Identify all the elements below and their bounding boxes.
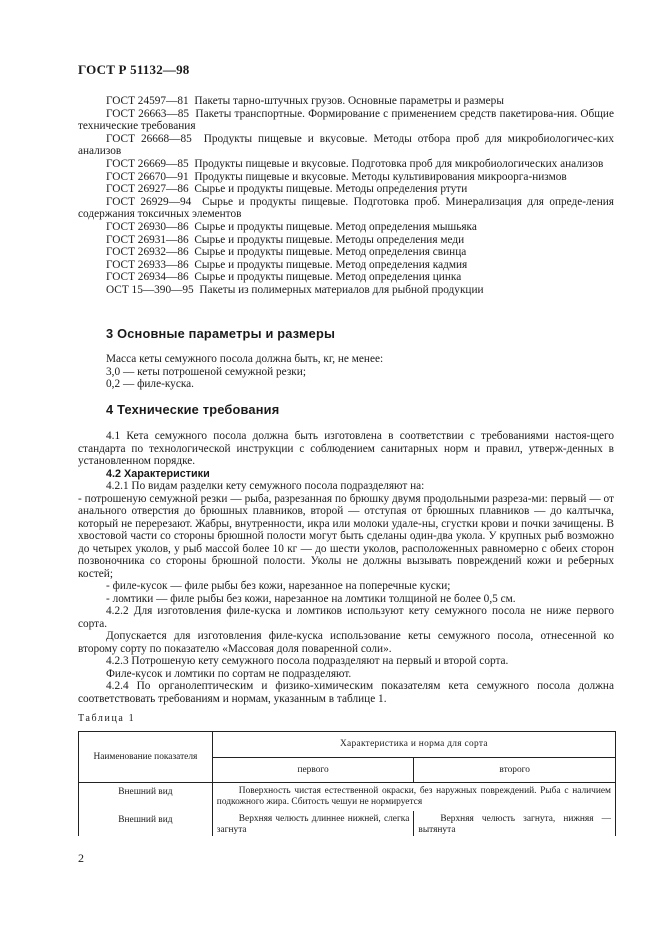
reference-code: ОСТ 15—390—95 bbox=[106, 283, 194, 296]
reference-title: Пакеты транспортные. Формирование с применением средств пакетирова-ния. Общие технические требования bbox=[78, 107, 614, 133]
paragraph-4-2-4: 4.2.4 По органолептическим и физико-химическим показателям кета семужного посола должна соответствовать требованиям и нормам, указанным в таблице 1. bbox=[78, 680, 614, 705]
reference-title: Продукты пищевые и вкусовые. Методы отбора проб для микробиологичес-ких анализов bbox=[78, 132, 614, 158]
section-4-title: 4 Технические требования bbox=[106, 402, 280, 417]
reference-code: ГОСТ 26669—85 bbox=[106, 157, 189, 170]
paragraph-4-1: 4.1 Кета семужного посола должна быть изготовлена в соответствии с требованиями настоя-щего стандарта по технологической инструкции с соблюдением санитарных норм и правил, утверж-денных в установленном порядке. bbox=[78, 430, 614, 467]
reference-code: ГОСТ 26930—86 bbox=[106, 220, 189, 233]
row-first-grade-value bbox=[212, 811, 414, 836]
subsection-4-2-heading: 4.2 Характеристики bbox=[106, 467, 210, 480]
reference-item bbox=[78, 133, 614, 158]
normative-references-list bbox=[78, 95, 614, 297]
row-indicator-name: Внешний вид bbox=[79, 783, 213, 812]
reference-item bbox=[78, 221, 614, 234]
paragraph-4-2-2-b: Допускается для изготовления филе-куска использование кеты семужного посола, отнесенной ко второму сорту по показателю «Массовая доля поваренной соли». bbox=[78, 630, 614, 655]
paragraph-4-2-3: 4.2.3 Потрошеную кету семужного посола подразделяют на первый и второй сорта. bbox=[106, 655, 509, 667]
reference-code: ГОСТ 26932—86 bbox=[106, 246, 189, 259]
row-second-grade-value bbox=[414, 811, 616, 836]
reference-title: Сырье и продукты пищевые. Методы определения ртути bbox=[194, 183, 468, 196]
paragraph-4-2-3-b: Филе-кусок и ломтики по сортам не подразделяют. bbox=[106, 667, 352, 680]
reference-code: ГОСТ 26934—86 bbox=[106, 271, 189, 284]
reference-title: Пакеты из полимерных материалов для рыбной продукции bbox=[199, 283, 484, 296]
row-indicator-name: Внешний вид bbox=[79, 811, 213, 836]
row-merged-value bbox=[212, 783, 615, 812]
reference-code: ГОСТ 26668—85 bbox=[106, 132, 192, 145]
cell-text: Поверхность чистая естественной окраски, без наружных повреждений. Рыба с наличием подкожного жира. Сбитость чешуи не нормируется bbox=[216, 786, 611, 807]
reference-title: Продукты пищевые и вкусовые. Подготовка проб для микробиологических анализов bbox=[194, 157, 604, 170]
reference-item bbox=[78, 183, 614, 196]
reference-item bbox=[78, 259, 614, 272]
cell-text: Верхняя челюсть загнута, нижняя — вытянута bbox=[418, 814, 611, 835]
reference-code: ГОСТ 26929—94 bbox=[106, 195, 192, 208]
paragraph: 3,0 — кеты потрошеной семужной резки; bbox=[106, 365, 306, 378]
document-code-header: ГОСТ Р 51132—98 bbox=[78, 62, 190, 77]
reference-title: Сырье и продукты пищевые. Методы определения меди bbox=[194, 233, 465, 246]
reference-title: Сырье и продукты пищевые. Метод определения цинка bbox=[194, 271, 462, 284]
reference-item bbox=[78, 171, 614, 184]
reference-item bbox=[78, 196, 614, 221]
paragraph-4-2-1-a: - потрошеную семужной резки — рыба, разрезанная по брюшку двумя продольными разреза-ми: первый — от анального отверстия до брюшных плавников, второй — отступая от брюшных плавников — до калтычка, который не перерезают. Жабры, внутренности, икра или молоки удале-ны, сгустки крови и почки зачищены. В хвостовой части со стороны брюшной полости могут быть сделаны один-два укола. У крупных рыб возможно до четырех уколов, у рыб массой более 10 кг — до шести уколов, расположенных равномерно с обеих сторон позвоночника со стороны брюшной полости. Уколы не должны вызывать повреждений кожи и реберных костей; bbox=[78, 492, 614, 580]
column-header-indicator: Наименование показателя bbox=[79, 732, 213, 783]
reference-title: Сырье и продукты пищевые. Метод определения мышьяка bbox=[194, 220, 477, 233]
table-1 bbox=[78, 731, 616, 836]
reference-code: ГОСТ 24597—81 bbox=[106, 95, 189, 107]
table-row bbox=[79, 811, 616, 836]
paragraph: Масса кеты семужного посола должна быть, кг, не менее: bbox=[106, 353, 384, 365]
reference-item bbox=[78, 158, 614, 171]
column-header-first-grade: первого bbox=[212, 758, 414, 783]
reference-title: Пакеты тарно-штучных грузов. Основные параметры и размеры bbox=[194, 95, 504, 107]
reference-item bbox=[78, 271, 614, 284]
reference-item bbox=[78, 95, 614, 108]
section-4-body bbox=[78, 430, 614, 705]
column-header-grade-group: Характеристика и норма для сорта bbox=[212, 732, 615, 758]
paragraph-4-2-1: 4.2.1 По видам разделки кету семужного посола подразделяют на: bbox=[106, 480, 425, 492]
reference-title: Сырье и продукты пищевые. Метод определения свинца bbox=[194, 246, 467, 259]
page-number: 2 bbox=[78, 851, 84, 865]
section-3-title: 3 Основные параметры и размеры bbox=[106, 326, 336, 341]
reference-item bbox=[78, 108, 614, 133]
paragraph-4-2-2: 4.2.2 Для изготовления филе-куска и ломтиков используют кету семужного посола не ниже первого сорта. bbox=[78, 605, 614, 630]
reference-item bbox=[78, 284, 614, 297]
reference-title: Продукты пищевые и вкусовые. Методы культивирования микроорга-низмов bbox=[194, 170, 567, 183]
paragraph: 0,2 — филе-куска. bbox=[106, 378, 194, 390]
table-row bbox=[79, 783, 616, 812]
reference-code: ГОСТ 26927—86 bbox=[106, 183, 189, 196]
column-header-second-grade: второго bbox=[414, 758, 616, 783]
reference-code: ГОСТ 26670—91 bbox=[106, 170, 189, 183]
reference-code: ГОСТ 26663—85 bbox=[106, 107, 190, 120]
reference-title: Сырье и продукты пищевые. Подготовка проб. Минерализация для опреде-ления содержания токсичных элементов bbox=[78, 195, 614, 221]
cell-text: Верхняя челюсть длиннее нижней, слегка загнута bbox=[216, 814, 410, 835]
reference-item bbox=[78, 246, 614, 259]
section-3-body bbox=[78, 353, 614, 391]
reference-title: Сырье и продукты пищевые. Метод определения кадмия bbox=[194, 258, 468, 271]
table-caption: Таблица 1 bbox=[78, 713, 136, 724]
reference-code: ГОСТ 26931—86 bbox=[106, 233, 189, 246]
paragraph-4-2-1-c: - ломтики — филе рыбы без кожи, нарезанное на ломтики толщиной не более 0,5 см. bbox=[106, 592, 516, 605]
reference-code: ГОСТ 26933—86 bbox=[106, 258, 189, 271]
paragraph-4-2-1-b: - филе-кусок — филе рыбы без кожи, нарезанное на поперечные куски; bbox=[106, 580, 451, 592]
reference-item bbox=[78, 234, 614, 247]
